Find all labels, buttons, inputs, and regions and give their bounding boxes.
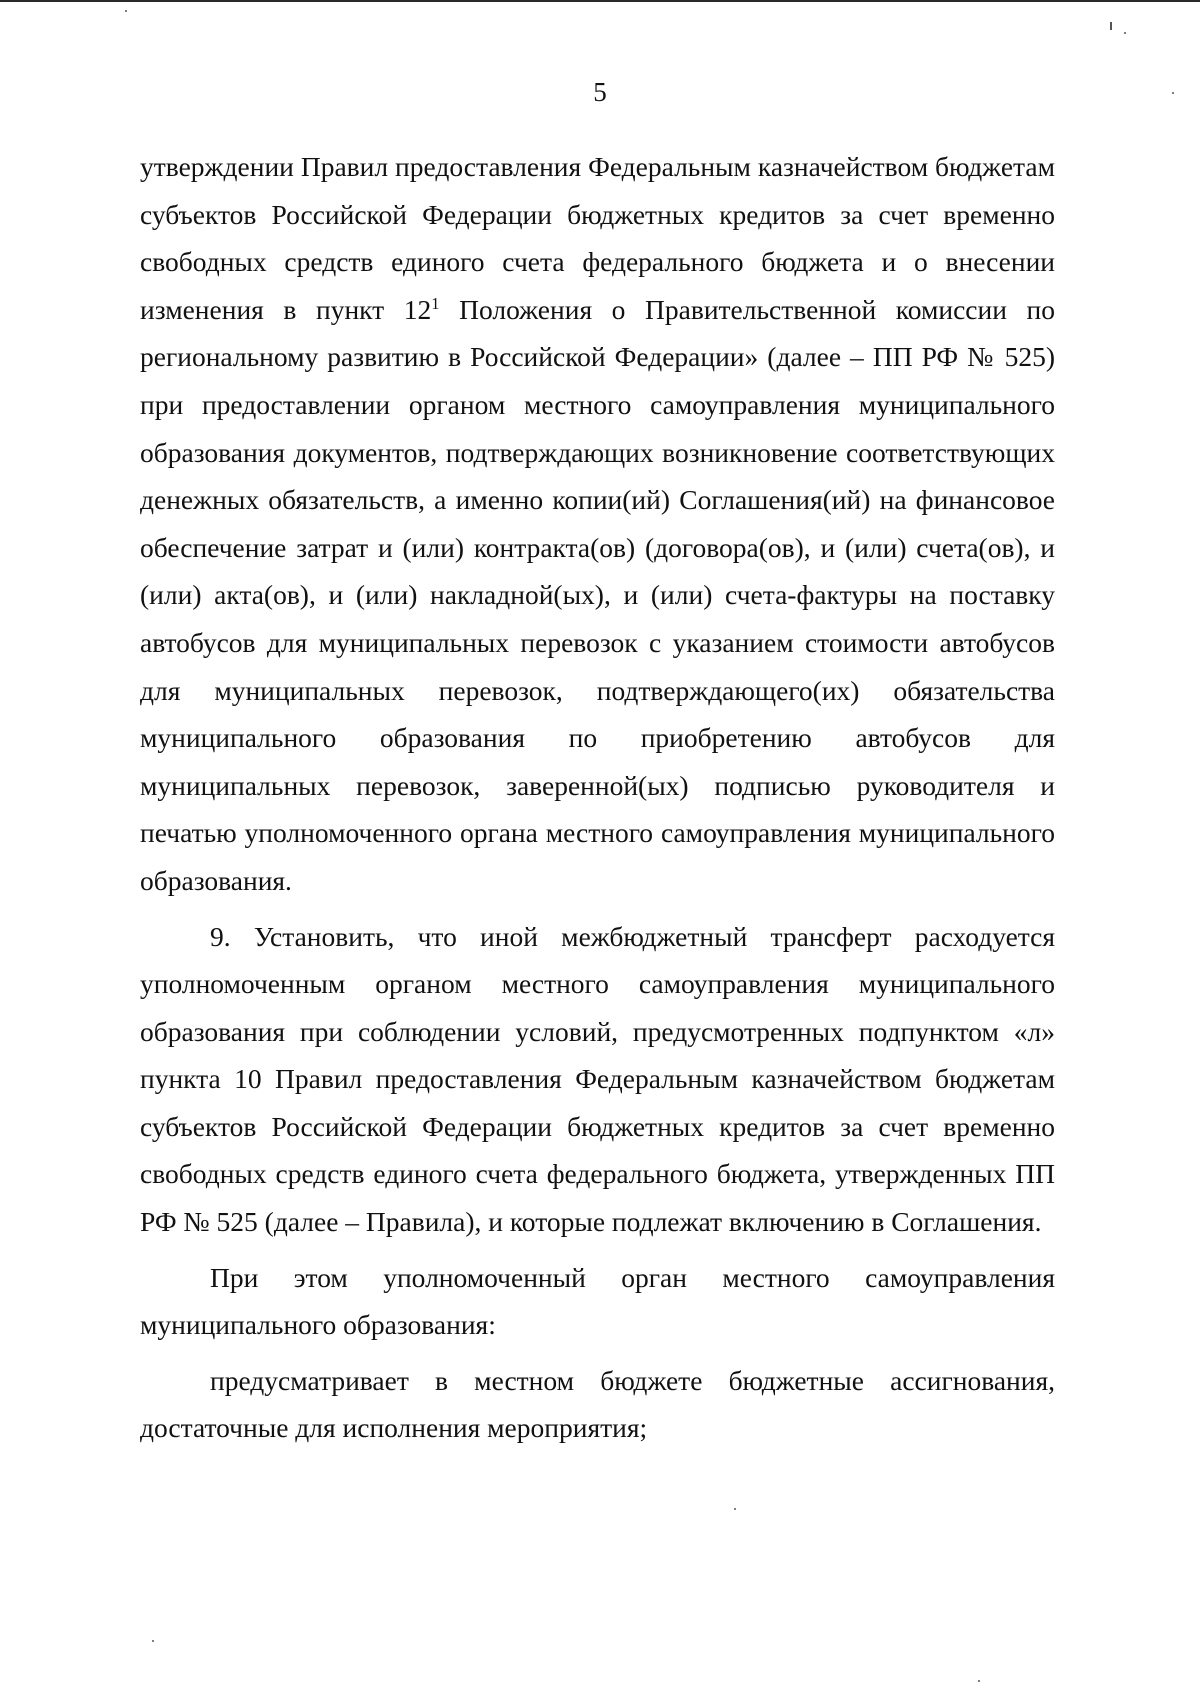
document-body	[140, 143, 1055, 1452]
scan-speck	[152, 1640, 154, 1642]
scan-speck	[1110, 22, 1112, 30]
paragraph-text: утверждении Правил предоставления Федеральным казначейством бюджетам субъектов Российской Федерации бюджетных кредитов за счет временно свободных средств единого счета федерального бюджета и о внесении изменения в пункт 12	[140, 151, 1055, 325]
paragraph-intro: При этом уполномоченный орган местного самоуправления муниципального образования:	[140, 1261, 1055, 1341]
scan-speck	[1124, 32, 1126, 34]
paragraph-continuation	[140, 143, 1055, 905]
paragraph-text: Положения о Правительственной комиссии по региональному развитию в Российской Федерации» (далее – ПП РФ № 525) при предоставлении органом местного самоуправления муниципального образования документов, подтверждающих возникновение соответствующих денежных обязательств, а именно копии(ий) Соглашения(ий) на финансовое обеспечение затрат и (или) контракта(ов) (договора(ов), и (или) счета(ов), и (или) акта(ов), и (или) накладной(ых), и (или) счета-фактуры на поставку автобусов для муниципальных перевозок с указанием стоимости автобусов для муниципальных перевозок, подтверждающего(их) обязательства муниципального образования по приобретению автобусов для муниципальных перевозок, заверенной(ых) подписью руководителя и печатью уполномоченного органа местного самоуправления муниципального образования.	[140, 293, 1055, 896]
scan-speck	[1172, 92, 1174, 94]
page-top-edge	[0, 0, 1200, 2]
paragraph-bullet: предусматривает в местном бюджете бюджетные ассигнования, достаточные для исполнения мероприятия;	[140, 1364, 1055, 1444]
superscript: 1	[431, 293, 440, 313]
page-number: 5	[593, 77, 607, 107]
paragraph-item-9: 9. Установить, что иной межбюджетный трансферт расходуется уполномоченным органом местного самоуправления муниципального образования при соблюдении условий, предусмотренных подпунктом «л» пункта 10 Правил предоставления Федеральным казначейством бюджетам субъектов Российской Федерации бюджетных кредитов за счет временно свободных средств единого счета федерального бюджета, утвержденных ПП РФ № 525 (далее – Правила), и которые подлежат включению в Соглашения.	[140, 920, 1055, 1238]
scan-speck	[734, 1508, 736, 1510]
scan-speck	[978, 1680, 980, 1682]
scan-speck	[125, 10, 127, 12]
